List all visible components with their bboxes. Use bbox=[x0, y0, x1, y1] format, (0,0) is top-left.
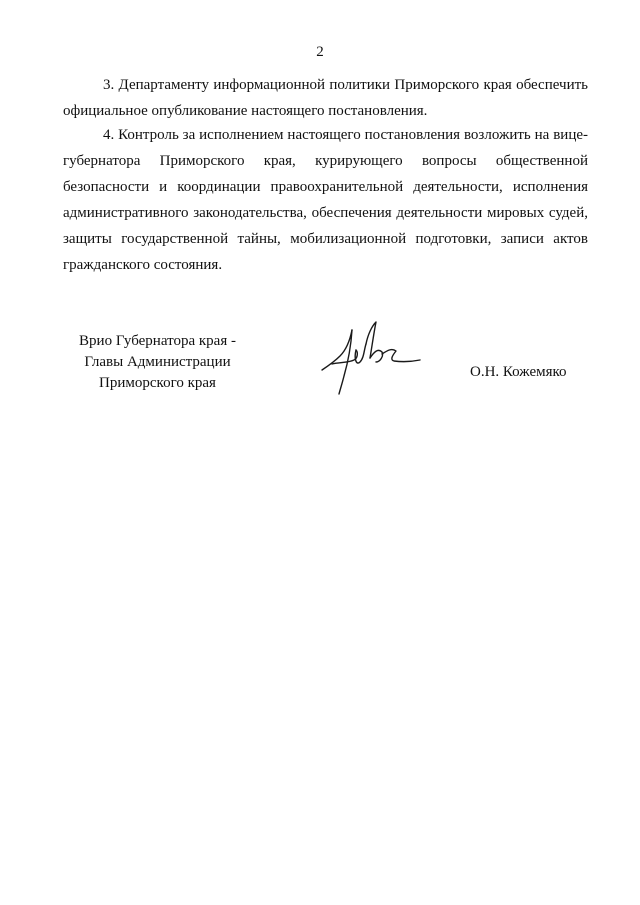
handwritten-signature bbox=[318, 318, 428, 396]
paragraph-3: 3. Департаменту информационной политики Приморского края обеспечить официальное опубликование настоящего постановления. bbox=[63, 77, 588, 119]
paragraph-4: 4. Контроль за исполнением настоящего постановления возложить на вице-губернатора Приморского края, курирующего вопросы общественной безопасности и координации правоохранительной деятельности, исполнения административного законодательства, обеспечения деятельности мировых судей, защиты государственной тайны, мобилизационной подготовки, записи актов гражданского состояния. bbox=[63, 127, 588, 273]
signatory-title-line: Врио Губернатора края - bbox=[79, 333, 236, 349]
signatory-title-line: Приморского края bbox=[99, 375, 216, 391]
signer-name: О.Н. Кожемяко bbox=[470, 364, 567, 380]
signatory-title-line: Главы Администрации bbox=[84, 354, 231, 370]
signatory-title bbox=[55, 331, 260, 394]
page-number: 2 bbox=[316, 44, 324, 60]
